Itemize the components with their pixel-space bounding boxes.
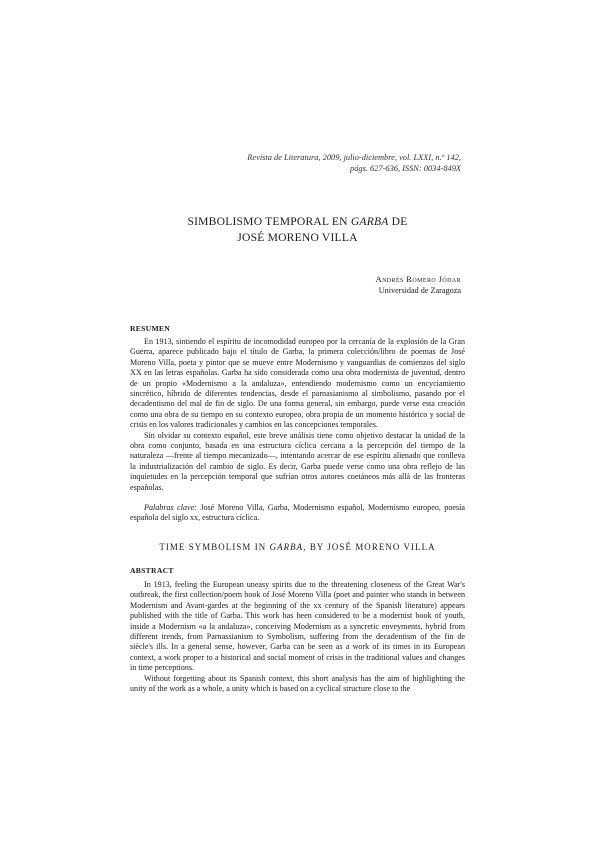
english-title-after: , BY JOSÉ MORENO VILLA	[303, 542, 436, 552]
article-title-line-1	[130, 214, 465, 230]
resumen-paragraph-2: Sin olvidar su contexto español, este breve análisis tiene como objetivo destacar la unidad de la obra como conjunto, basada en una estructura cíclica cercana a la percepción del tiempo de la naturaleza —frente al tiempo mecanizado—, intentando acercar de ese espíritu alienado que conlleva la industrialización del cambio de siglo. Es decir, Garba puede verse como una obra reflejo de las inquietudes en la percepción temporal que sufrían otros autores coetáneos más allá de las fronteras españolas.	[130, 430, 465, 492]
article-title-line-2: JOSÉ MORENO VILLA	[237, 231, 358, 244]
english-title-italic-work: GARBA	[269, 542, 304, 552]
abstract-paragraph-1: In 1913, feeling the European uneasy spirits due to the threatening closeness of the Great War's outbreak, the first collection/poem book of José Moreno Villa (poet and painter who stands in between Modernism and Avant-gardes at the beginning of the xx century of the Spanish literature) appears published with the title of Garba. This work has been considered to be a modernist book of youth, inside a Modernism «a la andaluza», conceiving Modernism as a syncretic enveyments, hybrid from different trends, from Parnassianism to Symbolism, suffering from the decadentism of the fin de siècle's ills. In a general sense, however, Garba can be seen as a work of its times in its European context, a work proper to a historical and social moment of crisis in the traditional values and changes in time perceptions.	[130, 580, 465, 673]
article-title	[130, 214, 465, 246]
journal-reference	[161, 152, 461, 174]
title-text-before: SIMBOLISMO TEMPORAL EN	[187, 215, 351, 228]
journal-reference-line-1: Revista de Literatura, 2009, julio-diciembre, vol. LXXI, n.º 142,	[247, 153, 461, 162]
journal-reference-line-2: págs. 627-636, ISSN: 0034-849X	[350, 164, 461, 173]
abstract-heading: ABSTRACT	[130, 566, 174, 575]
keywords-label: Palabras clave:	[144, 503, 197, 512]
english-title	[130, 542, 465, 552]
keywords-block	[130, 503, 465, 524]
title-text-after: DE	[388, 215, 408, 228]
abstract-body	[130, 580, 465, 694]
resumen-body	[130, 337, 465, 493]
author-affiliation: Universidad de Zaragoza	[378, 286, 461, 295]
title-italic-work: GARBA	[350, 215, 389, 228]
author-block	[201, 274, 461, 296]
resumen-paragraph-1: En 1913, sintiendo el espíritu de incomodidad europeo por la cercanía de la explosión de la Gran Guerra, aparece publicado bajo el título de Garba, la primera colección/libro de poemas de José Moreno Villa, poeta y pintor que se mueve entre Modernismo y vanguardias de comienzos del siglo XX en las letras españolas. Garba ha sido considerada como una obra modernista de juventud, dentro de un propio «Modernismo a la andaluza», entendiendo modernismo como un encyciamiento sincrético, híbrido de diferentes tendencias, desde el parnasianismo al simbolismo, pasando por el decadentismo del mal de fin de siglo. De una forma general, sin embargo, puede verse esta creación como una obra de su tiempo en su contexto europeo, obra propia de un momento histórico y social de crisis en los valores tradicionales y cambios en las concepciones temporales.	[130, 337, 465, 430]
resumen-heading: RESUMEN	[130, 324, 171, 333]
keywords-paragraph	[130, 503, 465, 524]
keywords-text: José Moreno Villa, Garba, Modernismo español, Modernismo europeo, poesía española del siglo xx, estructura cíclica.	[130, 503, 465, 523]
abstract-paragraph-2: Without forgetting about its Spanish context, this short analysis has the aim of highlighting the unity of the work as a whole, a unity which is based on a cyclical structure close to the	[130, 673, 465, 694]
author-name: Andrés Romero Jódar	[375, 274, 461, 284]
english-title-before: TIME SYMBOLISM IN	[159, 542, 270, 552]
